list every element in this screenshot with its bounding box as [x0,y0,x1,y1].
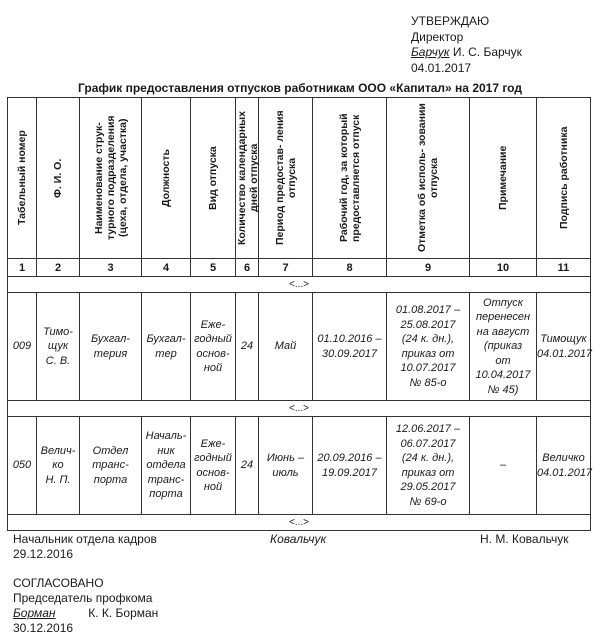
column-number: 10 [470,259,537,277]
table-row [8,417,591,515]
column-header: Табельный номер [16,130,28,226]
cell-work-year: 01.10.2016 – 30.09.2017 [313,293,387,401]
agreed-date: 30.12.2016 [13,621,74,635]
cell-note: – [470,417,537,515]
column-header: Должность [160,149,172,207]
document-title: График предоставления отпусков работникам ООО «Капитал» на 2017 год [78,81,522,95]
column-header: Наименование струк- турного подразделения (цеха, отдела, участка) [92,115,129,241]
header-cell [387,98,470,259]
omitted-rows [8,515,591,531]
column-number: 5 [191,259,236,277]
approval-date: 04.01.2017 [411,60,472,75]
ellipsis-marker: <...> [8,401,591,417]
ellipsis-marker: <...> [8,515,591,531]
cell-days: 24 [236,417,259,515]
column-header: Период предостав- ления отпуска [273,110,298,246]
agreed-header: СОГЛАСОВАНО [13,576,104,590]
column-number: 4 [142,259,191,277]
header-cell [8,98,37,259]
approval-signature: Барчук [411,45,450,59]
cell-department: Бухгал- терия [80,293,142,401]
cell-tab-number: 050 [8,417,37,515]
header-cell [37,98,80,259]
column-number: 8 [313,259,387,277]
agreed-name: К. К. Борман [88,606,159,620]
approval-signature-line [411,45,522,61]
table-row [8,293,591,401]
cell-note: Отпуск перенесен на август (приказ от 10.04.2017 № 45) [470,293,537,401]
cell-usage-mark: 01.08.2017 – 25.08.2017 (24 к. дн.), приказ от 10.07.2017 № 85-о [387,293,470,401]
header-cell [191,98,236,259]
header-cell [259,98,313,259]
cell-position: Началь- ник отдела транс- порта [142,417,191,515]
omitted-rows [8,401,591,417]
header-cell [80,98,142,259]
cell-vacation-kind: Еже- годный основ- ной [191,293,236,401]
header-cell [142,98,191,259]
column-number: 11 [537,259,591,277]
cell-tab-number: 009 [8,293,37,401]
header-cell [236,98,259,259]
cell-fio: Велич- ко Н. П. [37,417,80,515]
approval-position: Директор [411,29,464,44]
vacation-schedule-table [7,97,591,531]
column-number: 2 [37,259,80,277]
omitted-rows [8,277,591,293]
cell-usage-mark: 12.06.2017 – 06.07.2017 (24 к. дн.), приказ от 29.05.2017 № 69-о [387,417,470,515]
column-header: Рабочий год, за который предоставляется отпуск [337,113,362,243]
column-number: 1 [8,259,37,277]
header-row [8,98,591,259]
column-header: Ф. И. О. [52,158,64,198]
cell-employee-signature: Величко 04.01.2017 [537,417,591,515]
header-cell [537,98,591,259]
column-header: Отметка об исполь- зовании отпуска [416,103,440,253]
column-header: Подпись работника [557,126,570,230]
hr-date: 29.12.2016 [13,547,74,561]
hr-name: Н. М. Ковальчук [480,532,569,546]
approval-block [411,14,522,76]
column-number-row [8,259,591,277]
ellipsis-marker: <...> [8,277,591,293]
cell-employee-signature: Тимощук 04.01.2017 [537,293,591,401]
cell-period: Июнь – июль [259,417,313,515]
column-number: 3 [80,259,142,277]
cell-vacation-kind: Еже- годный основ- ной [191,417,236,515]
cell-fio: Тимо- щук С. В. [37,293,80,401]
cell-days: 24 [236,293,259,401]
approval-header: УТВЕРЖДАЮ [411,14,490,28]
approval-name: И. С. Барчук [452,45,522,59]
hr-position: Начальник отдела кадров [13,532,157,546]
column-header: Количество календарных дней отпуска [236,111,260,245]
agreed-signature: Борман [13,606,56,620]
column-header: Вид отпуска [207,146,219,210]
column-number: 7 [259,259,313,277]
column-number: 9 [387,259,470,277]
column-header: Примечание [497,145,509,211]
column-number: 6 [236,259,259,277]
cell-department: Отдел транс- порта [80,417,142,515]
header-cell [470,98,537,259]
agreed-signature-line [13,606,158,620]
header-cell [313,98,387,259]
cell-position: Бухгал- тер [142,293,191,401]
agreed-position: Председатель профкома [13,591,153,605]
cell-work-year: 20.09.2016 – 19.09.2017 [313,417,387,515]
hr-signature: Ковальчук [270,532,327,546]
cell-period: Май [259,293,313,401]
